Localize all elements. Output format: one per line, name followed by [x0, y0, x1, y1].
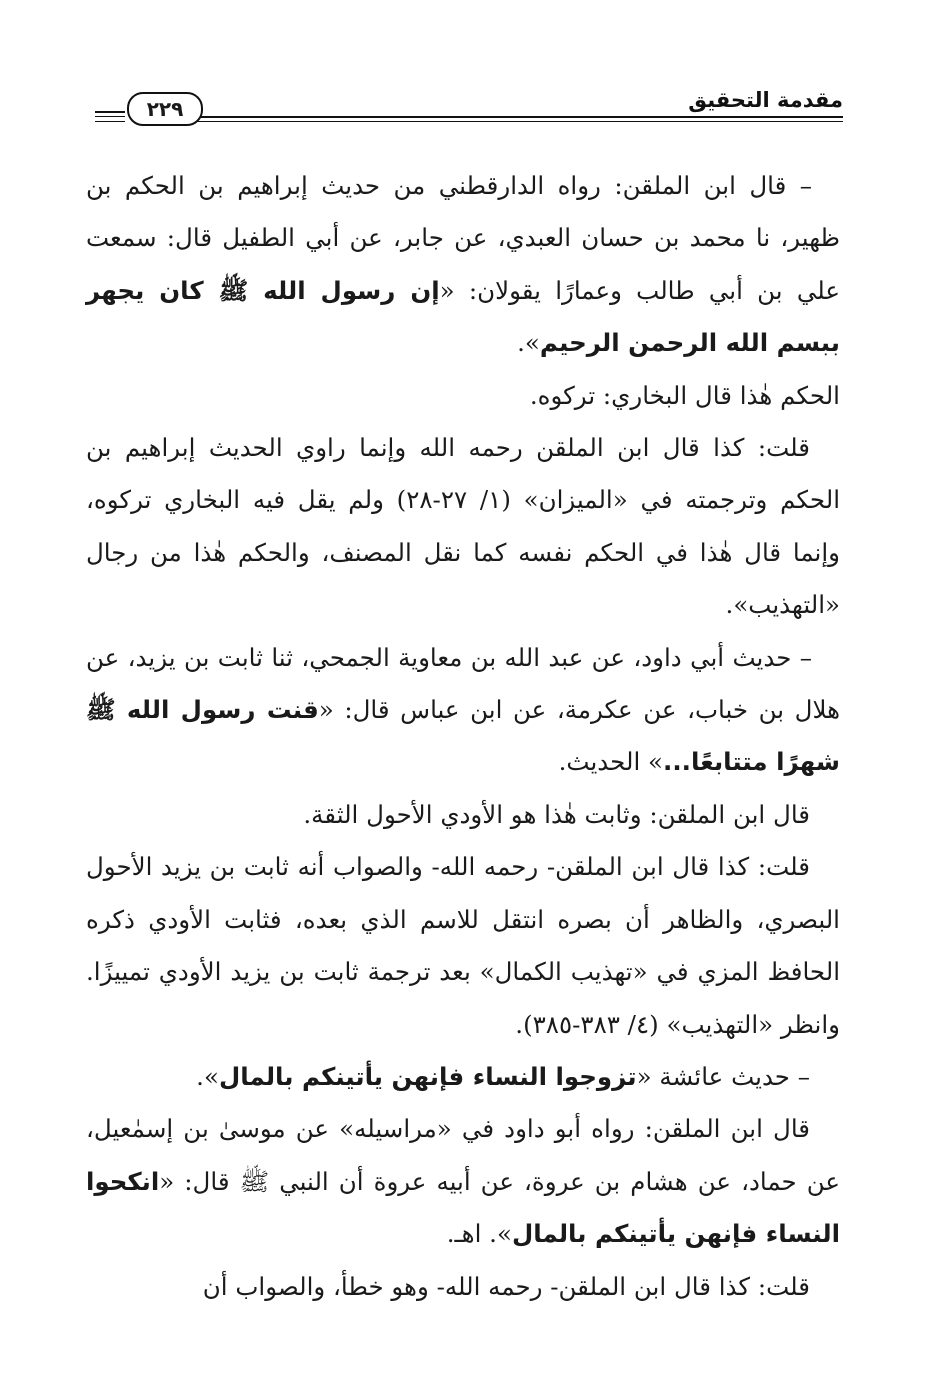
paragraph-1 [86, 160, 840, 370]
paragraph-7-text-2: ». [196, 1061, 219, 1091]
paragraph-7-text-1: – حديث عائشة « [636, 1061, 810, 1091]
paragraph-3 [86, 422, 840, 632]
paragraph-8-text-2: ». اهـ. [446, 1219, 512, 1249]
paragraph-7-hadith-text: تزوجوا النساء فإنهن يأتينكم بالمال [218, 1061, 637, 1091]
paragraph-1-text-1: – قال ابن الملقن: رواه الدارقطني من حديث إبراهيم بن الحكم بن ظهير، نا محمد بن حسان العبدي، عن جابر، عن أبي الطفيل قال: سمعت علي بن أبي طالب وعمارًا يقولان: « [86, 171, 840, 305]
paragraph-7 [86, 1051, 840, 1103]
header-rule-left-mid [95, 116, 125, 117]
paragraph-3-text: قلت: كذا قال ابن الملقن رحمه الله وإنما راوي الحديث إبراهيم بن الحكم وترجمته في «الميزان» (١/ ٢٧-٢٨) ولم يقل فيه البخاري تركوه، وإنما قال هٰذا في الحكم نفسه كما نقل المصنف، والحكم هٰذا من رجال «التهذيب». [86, 433, 840, 620]
page-header [95, 80, 843, 130]
page-body [86, 160, 840, 1313]
header-rule-thin [183, 121, 843, 122]
paragraph-6 [86, 841, 840, 1051]
paragraph-5-text: قال ابن الملقن: وثابت هٰذا هو الأودي الأحول الثقة. [303, 799, 810, 829]
paragraph-8-text-1: قال ابن الملقن: رواه أبو داود في «مراسيله» عن موسىٰ بن إسمٰعيل، عن حماد، عن هشام بن عروة، عن أبيه عروة أن النبي ﷺ قال: « [86, 1114, 840, 1196]
paragraph-1-text-2: ». [517, 328, 540, 358]
paragraph-9-text: قلت: كذا قال ابن الملقن- رحمه الله- وهو خطأ، والصواب أن [202, 1271, 810, 1301]
running-header-title: مقدمة التحقيق [688, 88, 843, 112]
header-rule [183, 116, 843, 118]
paragraph-2 [86, 370, 840, 422]
paragraph-6-text: قلت: كذا قال ابن الملقن- رحمه الله- والصواب أنه ثابت بن يزيد الأحول البصري، والظاهر أن بصره انتقل للاسم الذي بعده، فثابت الأودي ذكره الحافظ المزي في «تهذيب الكمال» بعد ترجمة ثابت بن يزيد الأودي تمييزًا. وانظر «التهذيب» (٤/ ٣٨٣-٣٨٥). [86, 852, 840, 1039]
paragraph-4-text-1: – حديث أبي داود، عن عبد الله بن معاوية الجمحي، ثنا ثابت بن يزيد، عن هلال بن خباب، عن عكرمة، عن ابن عباس قال: « [86, 642, 840, 725]
paragraph-8-hadith-text: انكحوا النساء فإنهن يأتينكم بالمال [86, 1166, 840, 1249]
paragraph-4-hadith-text: قنت رسول الله ﷺ شهرًا متتابعًا... [86, 695, 840, 777]
paragraph-4-text-2: » الحديث. [558, 747, 664, 777]
paragraph-2-text: الحكم هٰذا قال البخاري: تركوه. [529, 380, 840, 410]
page-number: ٢٢٩ [127, 92, 203, 126]
paragraph-4 [86, 632, 840, 789]
paragraph-8 [86, 1103, 840, 1260]
paragraph-1-hadith-text: إن رسول الله ﷺ كان يجهر ببسم الله الرحمن الرحيم [86, 275, 840, 358]
header-rule-left [95, 111, 125, 113]
paragraph-5 [86, 789, 840, 841]
paragraph-9 [86, 1261, 840, 1313]
header-rule-left-bottom [95, 121, 125, 122]
